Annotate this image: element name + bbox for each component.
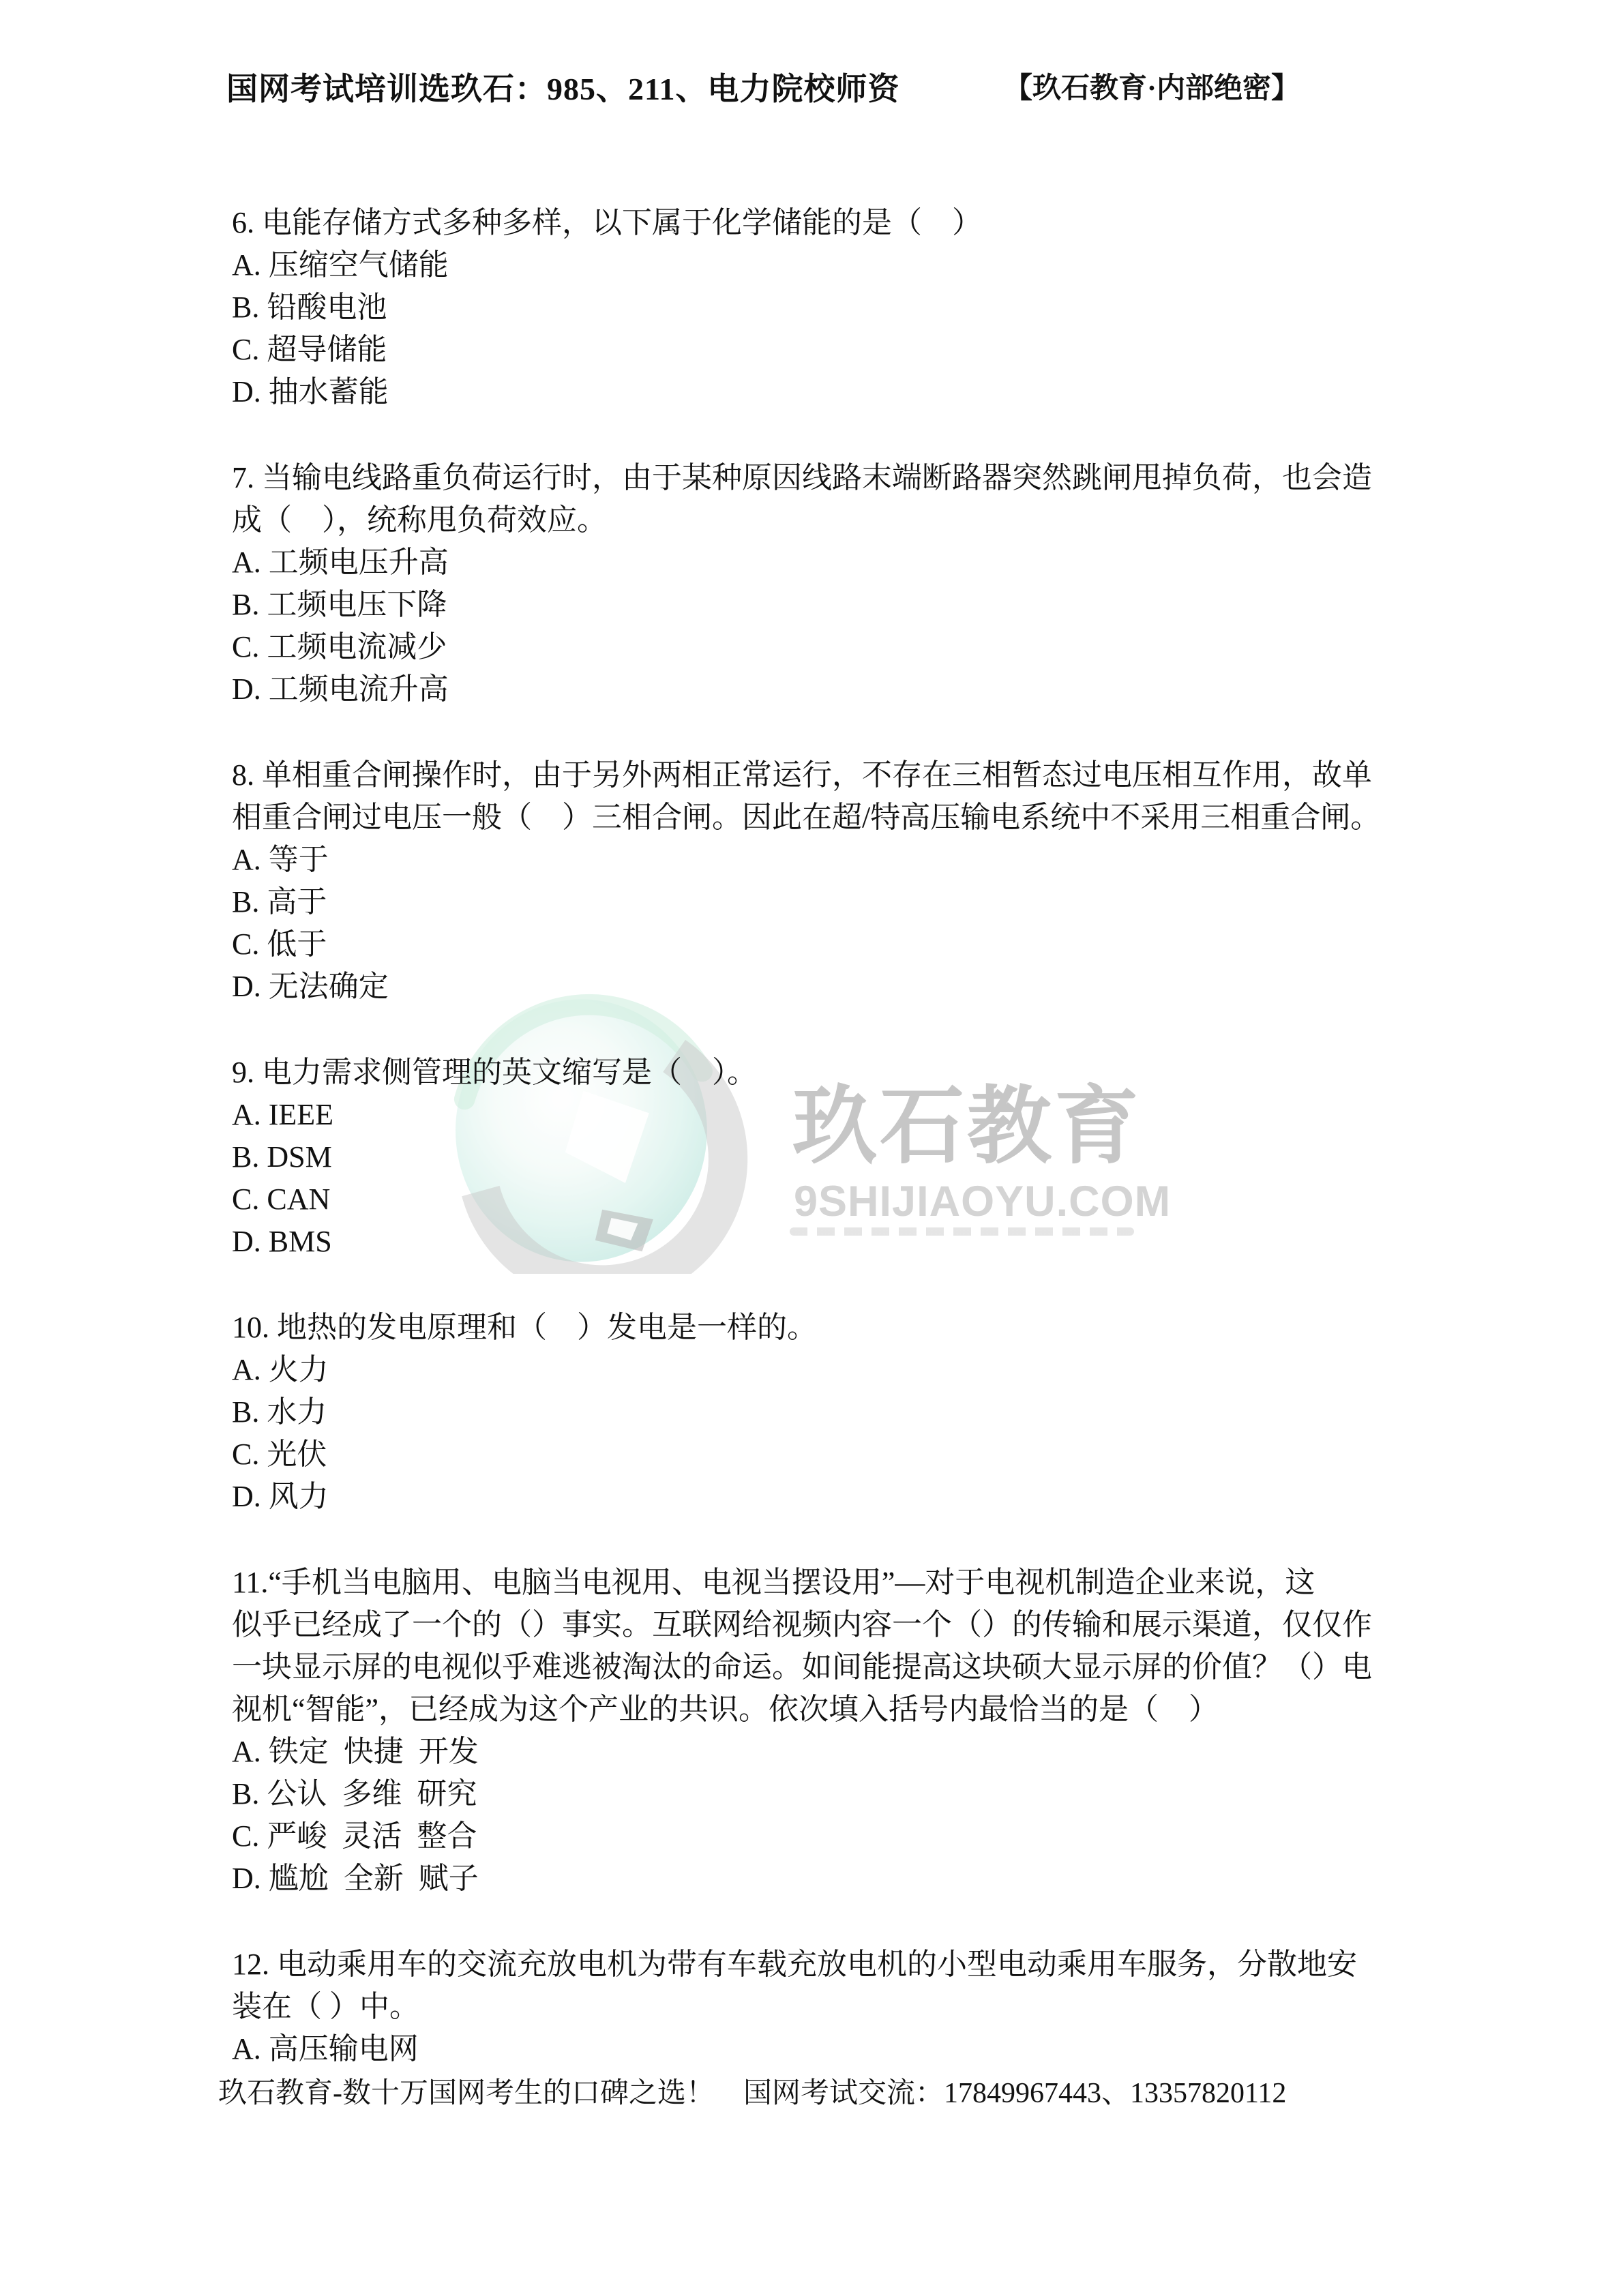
question-8-option-d: D. 无法确定 (232, 970, 389, 1003)
question-6-option-d: D. 抽水蓄能 (232, 375, 389, 408)
question-9 (232, 1052, 1395, 1263)
question-10-option-d: D. 风力 (232, 1480, 329, 1513)
question-8-option-b: B. 高于 (232, 885, 327, 919)
question-8 (232, 754, 1395, 1008)
question-11-option-a: A. 铁定 快捷 开发 (232, 1735, 479, 1768)
question-12-option-a: A. 高压输电网 (232, 2032, 419, 2066)
header-right-text: 【玖石教育·内部绝密】 (1004, 73, 1300, 104)
watermark-brand-text: 玖石教育 (792, 1079, 1142, 1174)
question-8-text-line-1: 8. 单相重合闸操作时，由于另外两相正常运行，不存在三相暂态过电压相互作用，故单 (232, 758, 1372, 792)
question-11-option-b: B. 公认 多维 研究 (232, 1777, 477, 1810)
question-9-option-d: D. BMS (232, 1225, 332, 1258)
question-11-option-d: D. 尴尬 全新 赋子 (232, 1862, 479, 1895)
question-9-option-a: A. IEEE (232, 1098, 334, 1131)
question-11-text-line-2: 似乎已经成了一个的（）事实。互联网给视频内容一个（）的传输和展示渠道，仅仅作 (232, 1608, 1372, 1641)
question-7 (232, 457, 1395, 711)
question-6-option-b: B. 铅酸电池 (232, 290, 387, 324)
question-7-option-b: B. 工频电压下降 (232, 588, 447, 621)
question-8-text-line-2: 相重合闸过电压一般（ ）三相合闸。因此在超/特高压输电系统中不采用三相重合闸。 (232, 801, 1381, 834)
question-12-text-line-2: 装在（ ）中。 (232, 1990, 419, 2023)
watermark-site-text: 9SHIJIAOYU.COM (794, 1178, 1172, 1225)
question-7-option-d: D. 工频电流升高 (232, 672, 449, 706)
question-list (232, 202, 1395, 2114)
question-10-option-b: B. 水力 (232, 1395, 327, 1429)
question-10-option-a: A. 火力 (232, 1353, 329, 1386)
footer-text: 玖石教育-数十万国网考生的口碑之选！ 国网考试交流：17849967443、13357820112 (218, 2078, 1287, 2109)
question-9-option-c: C. CAN (232, 1182, 331, 1216)
question-9-option-b: B. DSM (232, 1140, 332, 1174)
header-left-text: 国网考试培训选玖石：985、211、电力院校师资 (226, 72, 900, 106)
question-9-text: 9. 电力需求侧管理的英文缩写是（ ）。 (232, 1056, 757, 1089)
question-7-text-line-1: 7. 当输电线路重负荷运行时，由于某种原因线路末端断路器突然跳闸甩掉负荷，也会造 (232, 461, 1372, 494)
question-10 (232, 1307, 1395, 1518)
question-12-text-line-1: 12. 电动乘用车的交流充放电机为带有车载充放电机的小型电动乘用车服务，分散地安 (232, 1948, 1357, 1981)
question-7-option-c: C. 工频电流减少 (232, 630, 447, 664)
question-6-text: 6. 电能存储方式多种多样，以下属于化学储能的是（ ） (232, 206, 982, 239)
question-7-option-a: A. 工频电压升高 (232, 546, 449, 579)
question-8-option-a: A. 等于 (232, 843, 329, 876)
question-6-option-c: C. 超导储能 (232, 333, 387, 366)
question-6-option-a: A. 压缩空气储能 (232, 248, 449, 282)
question-11-text-line-4: 视机“智能”，已经成为这个产业的共识。依次填入括号内最恰当的是（ ） (232, 1693, 1219, 1726)
question-11 (232, 1562, 1395, 1900)
question-6 (232, 202, 1395, 413)
question-7-text-line-2: 成（ ），统称甩负荷效应。 (232, 503, 607, 537)
question-10-text: 10. 地热的发电原理和（ ）发电是一样的。 (232, 1311, 817, 1344)
question-11-text-line-1: 11.“手机当电脑用、电脑当电视用、电视当摆设用”—对于电视机制造企业来说，这 (232, 1566, 1315, 1599)
question-11-option-c: C. 严峻 灵活 整合 (232, 1819, 477, 1853)
question-10-option-c: C. 光伏 (232, 1437, 327, 1471)
question-8-option-c: C. 低于 (232, 927, 327, 961)
question-12 (232, 1943, 1395, 2070)
question-11-text-line-3: 一块显示屏的电视似乎难逃被淘汰的命运。如间能提高这块硕大显示屏的价值？（）电 (232, 1650, 1372, 1684)
